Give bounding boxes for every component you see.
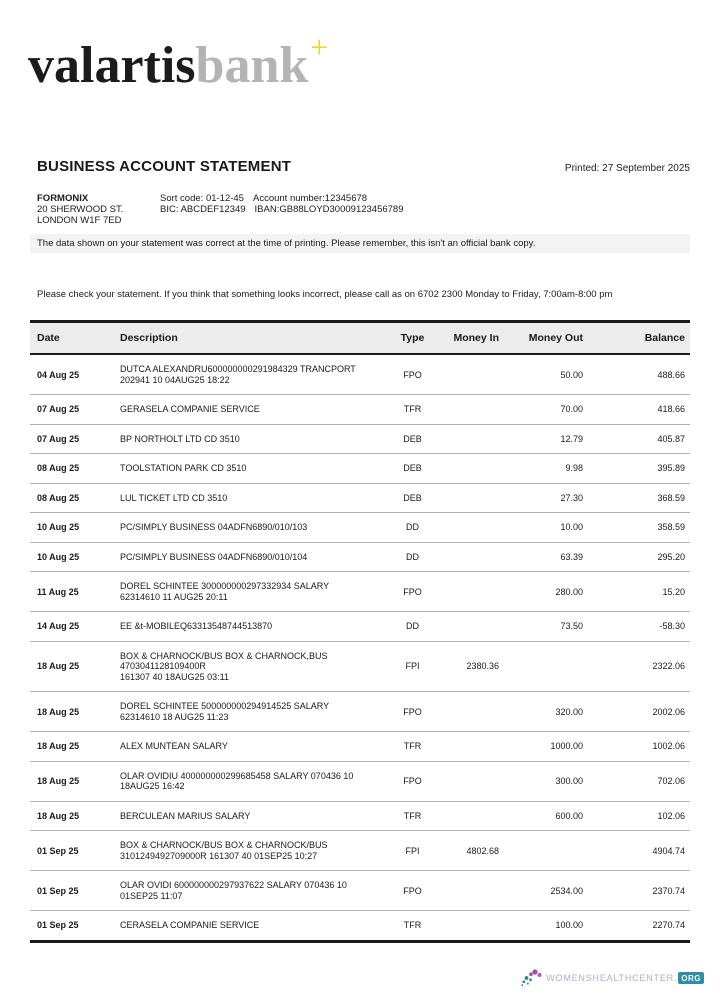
cell-date: 18 Aug 25	[37, 776, 80, 786]
cell-type: TFR	[403, 741, 422, 752]
cell-type: TFR	[403, 810, 422, 821]
cell-balance: 4904.74	[652, 845, 685, 856]
table-row	[30, 354, 690, 395]
cell-description	[115, 542, 380, 572]
cell-money-out: 600.00	[555, 810, 583, 821]
cell-money-out	[507, 641, 595, 692]
cell-money-out: 27.30	[560, 492, 583, 503]
cell-description	[115, 692, 380, 732]
cell-description	[115, 454, 380, 484]
description-line: 62314610 11 AUG25 20:11	[120, 591, 228, 602]
description-line: DUTCA ALEXANDRU600000000291984329 TRANCPORT	[120, 364, 356, 374]
table-row	[30, 572, 690, 612]
cell-description	[115, 761, 380, 801]
plus-icon: +	[310, 29, 329, 65]
address-line-2: LONDON W1F 7ED	[37, 215, 122, 226]
cell-money-in: 2380.36	[466, 661, 499, 672]
footer-org-badge: ORG	[678, 972, 704, 984]
cell-balance: 2002.06	[652, 706, 685, 717]
check-statement-notice: Please check your statement. If you think that something looks incorrect, please call as on 6702 2300 Monday to Friday, 7:00am-8:00 pm	[37, 289, 613, 300]
cell-money-out	[507, 831, 595, 871]
cell-type: FPI	[405, 661, 420, 672]
cell-money-in	[445, 871, 507, 911]
cell-money-in	[445, 692, 507, 732]
cell-date: 18 Aug 25	[37, 810, 80, 821]
cell-money-in	[445, 911, 507, 942]
description-line: GERASELA COMPANIE SERVICE	[120, 404, 260, 414]
description-line: DOREL SCHINTEE 500000000294914525 SALARY	[120, 701, 330, 711]
address-line-1: 20 SHERWOOD ST.	[37, 204, 124, 215]
cell-balance: 2370.74	[652, 885, 685, 896]
description-line: LUL TICKET LTD CD 3510	[120, 492, 228, 503]
cell-date: 01 Sep 25	[37, 885, 79, 896]
table-row	[30, 871, 690, 911]
bic: BIC: ABCDEF12349	[160, 204, 246, 215]
cell-type: DEB	[403, 433, 422, 444]
cell-date: 07 Aug 25	[37, 433, 80, 444]
cell-balance: 295.20	[657, 551, 685, 562]
cell-money-out: 73.50	[560, 621, 583, 632]
cell-type: FPO	[403, 706, 422, 717]
cell-money-out: 100.00	[555, 920, 583, 931]
description-line: 01SEP25 11:07	[120, 890, 183, 901]
printed-date: Printed: 27 September 2025	[564, 163, 690, 174]
cell-date: 01 Sep 25	[37, 920, 79, 931]
cell-date: 11 Aug 25	[37, 586, 79, 597]
cell-balance: 358.59	[657, 522, 685, 533]
cell-type: DEB	[403, 463, 422, 474]
table-row	[30, 732, 690, 762]
cell-balance: 15.20	[662, 586, 685, 597]
cell-money-in	[445, 395, 507, 425]
table-row	[30, 395, 690, 425]
cell-money-out: 70.00	[560, 404, 583, 415]
cell-money-in	[445, 354, 507, 395]
table-row	[30, 692, 690, 732]
table-row	[30, 542, 690, 572]
cell-date: 14 Aug 25	[37, 621, 80, 632]
table-row	[30, 513, 690, 543]
cell-date: 01 Sep 25	[37, 845, 79, 856]
description-line: BERCULEAN MARIUS SALARY	[120, 810, 251, 821]
footer-site-name: WOMENSHEALTHCENTER.	[546, 973, 678, 983]
cell-balance: 405.87	[657, 433, 685, 444]
description-line: BOX & CHARNOCK/BUS BOX & CHARNOCK,BUS 4703041128109400R	[120, 650, 328, 671]
cell-date: 08 Aug 25	[37, 463, 80, 474]
cell-money-out: 1000.00	[550, 741, 583, 752]
cell-description	[115, 395, 380, 425]
cell-money-out: 300.00	[555, 776, 583, 786]
cell-date: 18 Aug 25	[37, 661, 80, 672]
description-line: CERASELA COMPANIE SERVICE	[120, 920, 260, 930]
description-line: 161307 40 18AUG25 03:11	[120, 671, 229, 682]
logo-text-bank: bank	[195, 37, 309, 94]
cell-date: 07 Aug 25	[37, 404, 80, 415]
cell-balance: 2270.74	[652, 920, 685, 931]
cell-money-out: 50.00	[560, 369, 583, 380]
cell-description	[115, 732, 380, 762]
account-numbers	[160, 193, 413, 226]
table-row	[30, 641, 690, 692]
cell-description	[115, 612, 380, 642]
cell-type: TFR	[403, 404, 422, 415]
description-line: BP NORTHOLT LTD CD 3510	[120, 433, 240, 444]
account-details	[30, 193, 690, 226]
description-line: OLAR OVIDIU 400000000299685458 SALARY 070436 10	[120, 770, 354, 781]
cell-description	[115, 911, 380, 942]
cell-balance: 395.89	[657, 463, 685, 474]
cell-money-out: 12.79	[560, 433, 583, 444]
table-row	[30, 911, 690, 942]
cell-type: DD	[406, 522, 419, 533]
cell-description	[115, 424, 380, 454]
description-line: OLAR OVIDI 600000000297937622 SALARY 070436 10	[120, 880, 347, 890]
cell-balance: 2322.06	[652, 661, 685, 672]
column-header-money-out: Money Out	[507, 322, 595, 355]
page-title: BUSINESS ACCOUNT STATEMENT	[37, 158, 292, 175]
cell-description	[115, 641, 380, 692]
column-header-type: Type	[380, 322, 445, 355]
cell-money-in	[445, 612, 507, 642]
cell-money-out: 10.00	[560, 522, 583, 533]
cell-money-out: 63.39	[560, 551, 583, 562]
cell-type: FPO	[403, 776, 422, 786]
cell-description	[115, 831, 380, 871]
description-line: PC/SIMPLY BUSINESS 04ADFN6890/010/103	[120, 522, 308, 532]
transactions-table	[30, 320, 690, 943]
cell-type: FPO	[403, 885, 422, 896]
cell-balance: -58.30	[659, 621, 685, 632]
description-line: 202941 10 04AUG25 18:22	[120, 374, 230, 385]
cell-money-in: 4802.68	[466, 845, 499, 856]
cell-type: TFR	[403, 920, 422, 931]
cell-description	[115, 354, 380, 395]
description-line: DOREL SCHINTEE 300000000297332934 SALARY	[120, 581, 330, 591]
cell-money-in	[445, 572, 507, 612]
cell-date: 18 Aug 25	[37, 741, 80, 752]
cell-money-in	[445, 483, 507, 513]
cell-balance: 102.06	[657, 810, 685, 821]
cell-money-in	[445, 761, 507, 801]
column-header-description: Description	[115, 322, 380, 355]
description-line: 18AUG25 16:42	[120, 781, 185, 791]
cell-money-out: 280.00	[555, 586, 583, 597]
description-line: BOX & CHARNOCK/BUS BOX & CHARNOCK/BUS	[120, 840, 328, 850]
cell-money-out: 2534.00	[550, 885, 583, 896]
title-row	[30, 158, 690, 175]
cell-description	[115, 483, 380, 513]
cell-money-in	[445, 454, 507, 484]
cell-balance: 418.66	[657, 404, 685, 415]
table-row	[30, 612, 690, 642]
table-header	[30, 322, 690, 355]
cell-money-in	[445, 542, 507, 572]
table-row	[30, 801, 690, 831]
cell-description	[115, 871, 380, 911]
table-row	[30, 831, 690, 871]
cell-money-out: 320.00	[555, 706, 583, 717]
cell-date: 10 Aug 25	[37, 522, 80, 533]
data-correct-notice: The data shown on your statement was correct at the time of printing. Please remember, this isn't an official bank copy.	[30, 234, 690, 253]
transactions-body	[30, 354, 690, 941]
customer-name: FORMONIX	[37, 193, 89, 204]
cell-description	[115, 801, 380, 831]
valartisbank-logo	[28, 29, 329, 95]
cell-description	[115, 513, 380, 543]
cell-money-in	[445, 424, 507, 454]
cell-balance: 488.66	[657, 369, 685, 380]
cell-description	[115, 572, 380, 612]
iban: IBAN:GB88LOYD30009123456789	[254, 204, 404, 215]
cell-type: FPO	[403, 586, 422, 597]
table-row	[30, 424, 690, 454]
description-line: 62314610 18 AUG25 11:23	[120, 711, 229, 722]
description-line: ALEX MUNTEAN SALARY	[120, 741, 228, 751]
table-row	[30, 483, 690, 513]
cell-date: 18 Aug 25	[37, 706, 80, 717]
cell-type: DD	[406, 621, 419, 632]
account-number: Account number:12345678	[252, 193, 368, 204]
cell-money-in	[445, 801, 507, 831]
column-header-money-in: Money In	[445, 322, 507, 355]
cell-type: DEB	[403, 492, 422, 503]
sort-code: Sort code: 01-12-45	[160, 193, 244, 204]
description-line: EE &t-MOBILEQ63313548744513870	[120, 621, 273, 631]
cell-balance: 702.06	[657, 776, 685, 786]
description-line: 3101249492709000R 161307 40 01SEP25 10:27	[120, 850, 318, 861]
cell-date: 08 Aug 25	[37, 492, 80, 503]
cell-date: 10 Aug 25	[37, 551, 80, 562]
column-header-date: Date	[30, 322, 115, 355]
cell-money-in	[445, 513, 507, 543]
description-line: PC/SIMPLY BUSINESS 04ADFN6890/010/104	[120, 551, 308, 562]
dots-logo-icon	[521, 968, 543, 988]
cell-balance: 368.59	[657, 492, 685, 503]
logo-text-valartis: valartis	[28, 37, 196, 94]
cell-type: DD	[406, 551, 419, 562]
cell-date: 04 Aug 25	[37, 369, 80, 380]
cell-balance: 1002.06	[652, 741, 685, 752]
table-row	[30, 454, 690, 484]
column-header-balance: Balance	[595, 322, 690, 355]
cell-money-out: 9.98	[565, 463, 583, 474]
cell-type: FPO	[403, 369, 422, 380]
description-line: TOOLSTATION PARK CD 3510	[120, 463, 247, 473]
cell-type: FPI	[405, 845, 420, 856]
table-row	[30, 761, 690, 801]
cell-money-in	[445, 732, 507, 762]
footer-brand	[521, 968, 704, 988]
customer-address	[30, 193, 160, 226]
